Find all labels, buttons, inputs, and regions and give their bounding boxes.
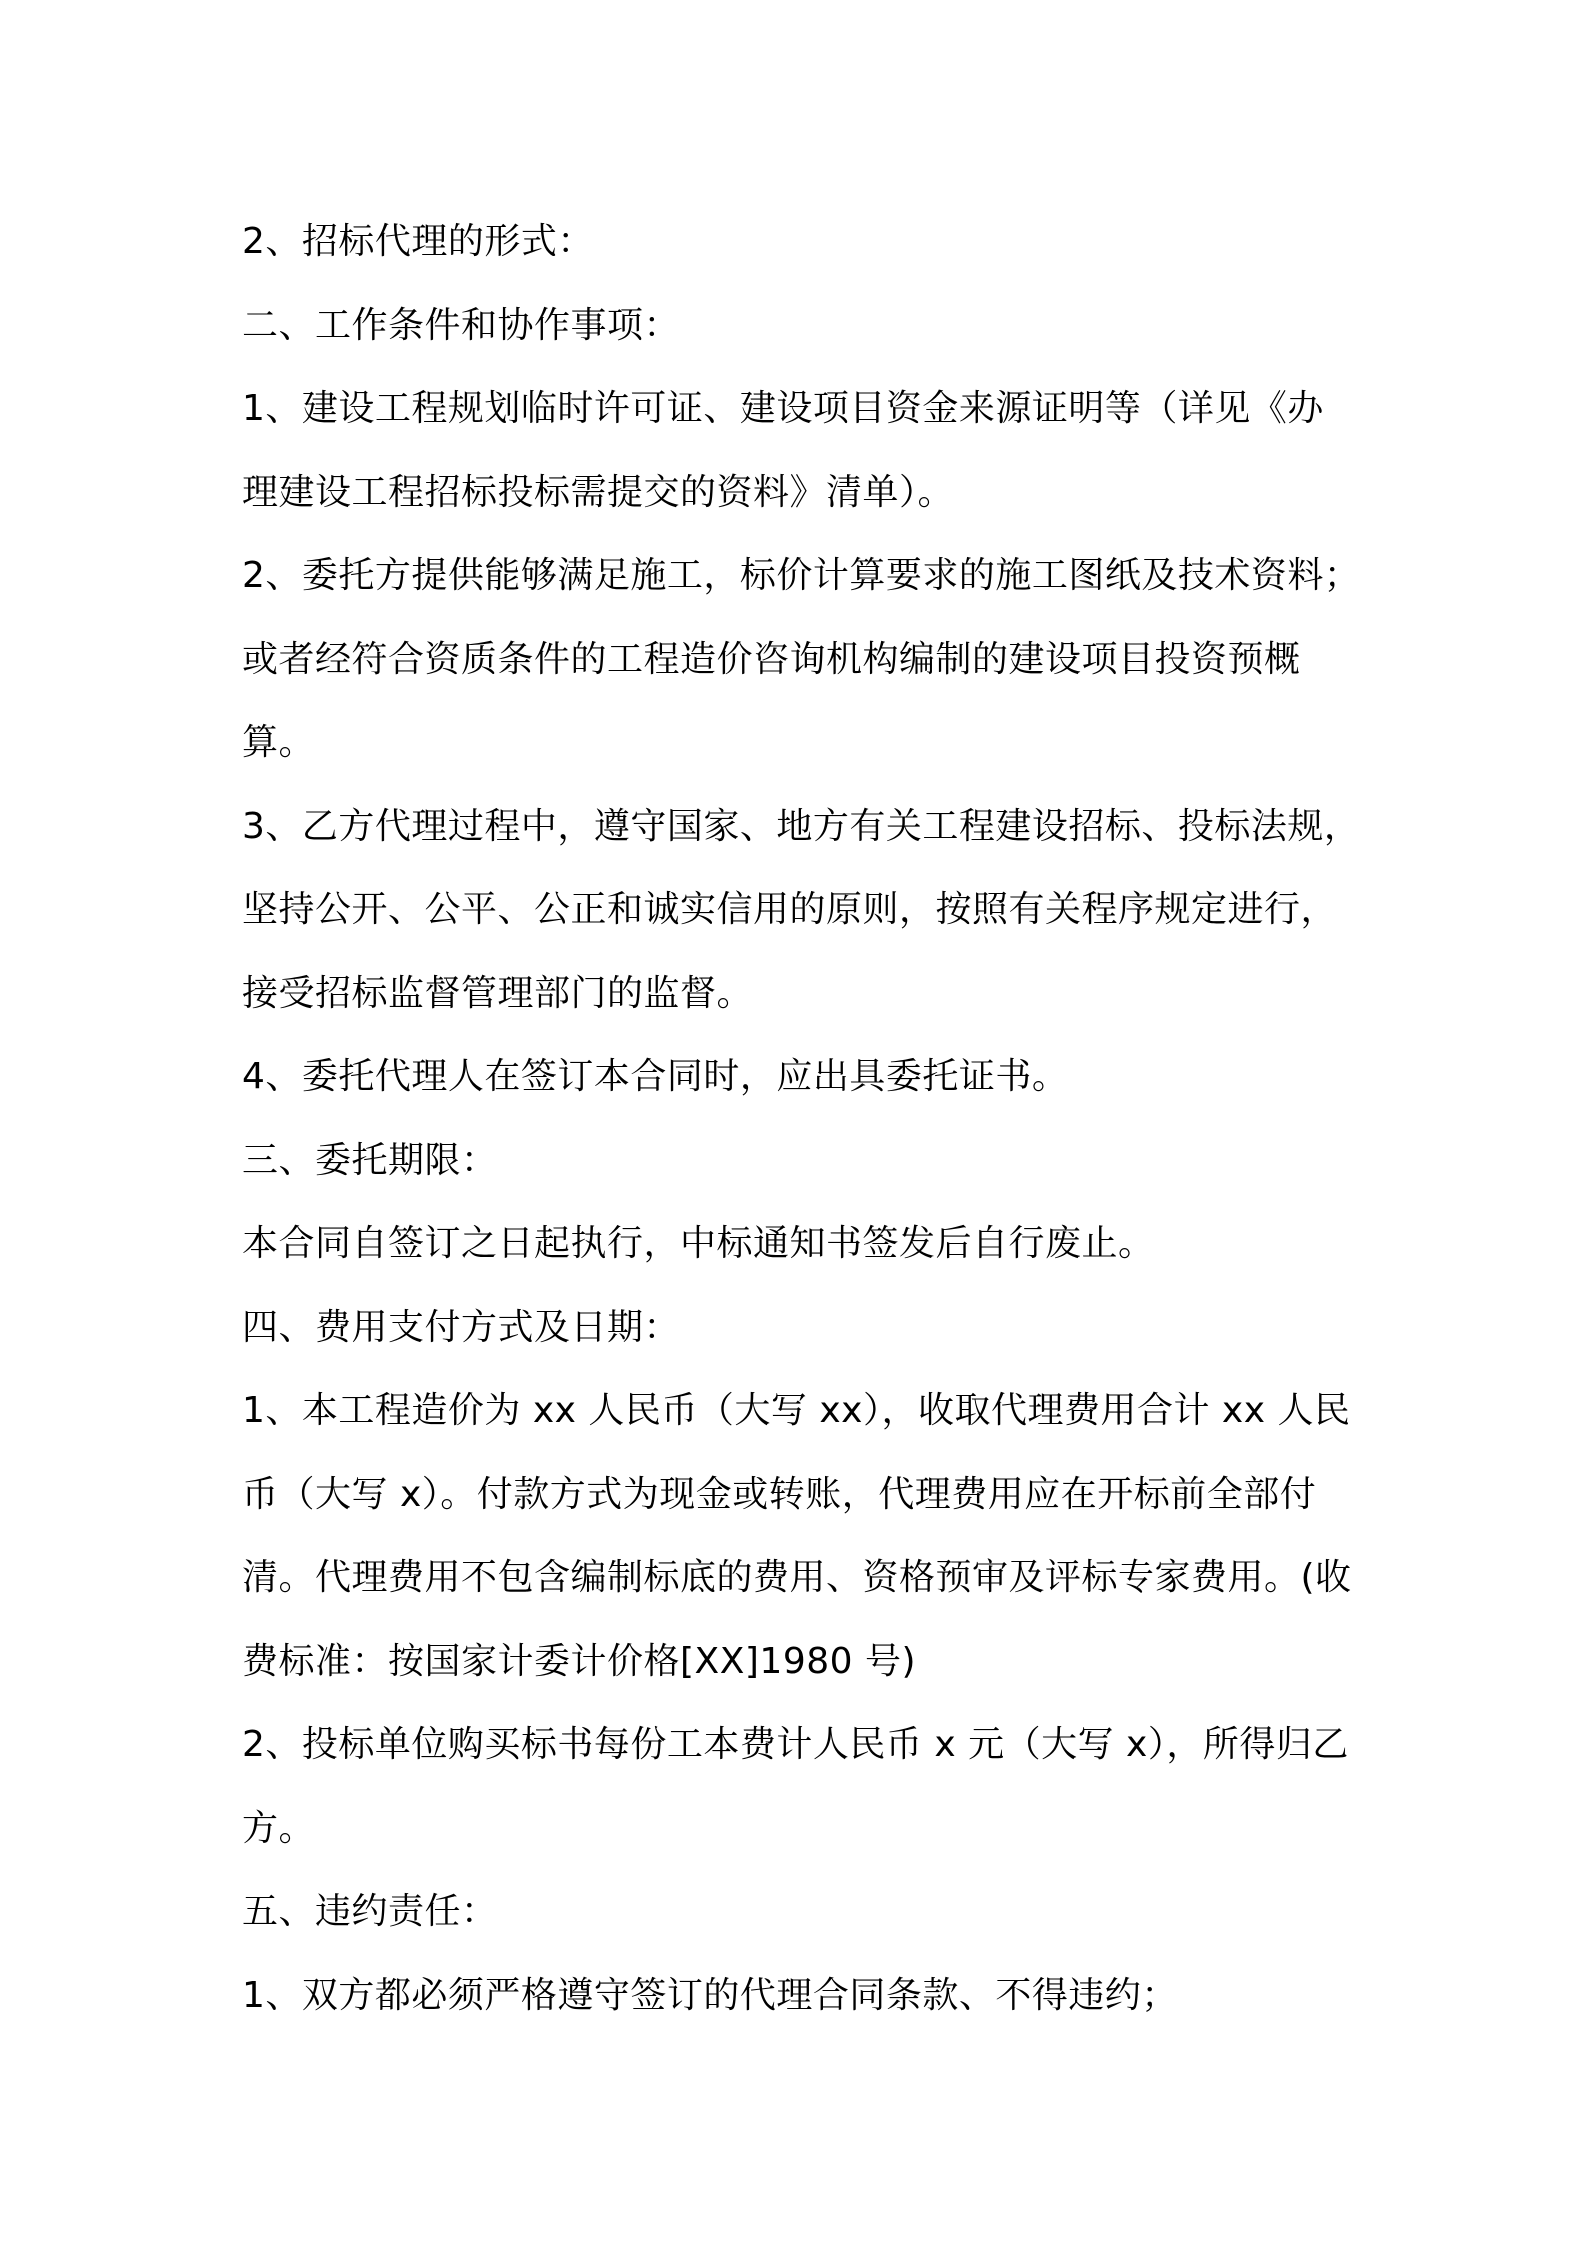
section-heading-term: 三、委托期限： (242, 1139, 498, 1181)
paragraph-term: 本合同自签订之日起执行，中标通知书签发后自行废止。 (242, 1223, 1155, 1264)
paragraph-tender-documents: 2、投标单位购买标书每份工本费计人民币 x 元（大写 x），所得归乙 方。 (242, 1724, 1349, 1849)
section-heading-work-conditions: 二、工作条件和协作事项： (242, 304, 681, 346)
paragraph-authorization: 4、委托代理人在签订本合同时，应出具委托证书。 (242, 1056, 1069, 1097)
paragraph-compliance: 3、乙方代理过程中，遵守国家、地方有关工程建设招标、投标法规， 坚持公开、公平、公正和诚实信用的原则，按照有关程序规定进行， 接受招标监督管理部门的监督。 (242, 805, 1361, 1014)
section-heading-liability: 五、违约责任： (242, 1891, 498, 1932)
document-body (242, 200, 1372, 2037)
paragraph-agency-form: 2、招标代理的形式： (242, 221, 594, 262)
paragraph-liability: 1、双方都必须严格遵守签订的代理合同条款、不得违约； (242, 1974, 1178, 2016)
paragraph-permits: 1、建设工程规划临时许可证、建设项目资金来源证明等（详见《办 理建设工程招标投标需提交的资料》清单）。 (242, 388, 1324, 513)
paragraph-fees: 1、本工程造价为 xx 人民币（大写 xx），收取代理费用合计 xx 人民 币（大写 x）。付款方式为现金或转账，代理费用应在开标前全部付 清。代理费用不包含编制标底的费用、资格预审及评标专家费用。(收 费标准：按国家计委计价格[XX]1980 号) (242, 1390, 1352, 1682)
section-heading-payment: 四、费用支付方式及日期： (242, 1306, 681, 1348)
paragraph-drawings: 2、委托方提供能够满足施工，标价计算要求的施工图纸及技术资料； 或者经符合资质条件的工程造价咨询机构编制的建设项目投资预概 算。 (242, 555, 1361, 763)
